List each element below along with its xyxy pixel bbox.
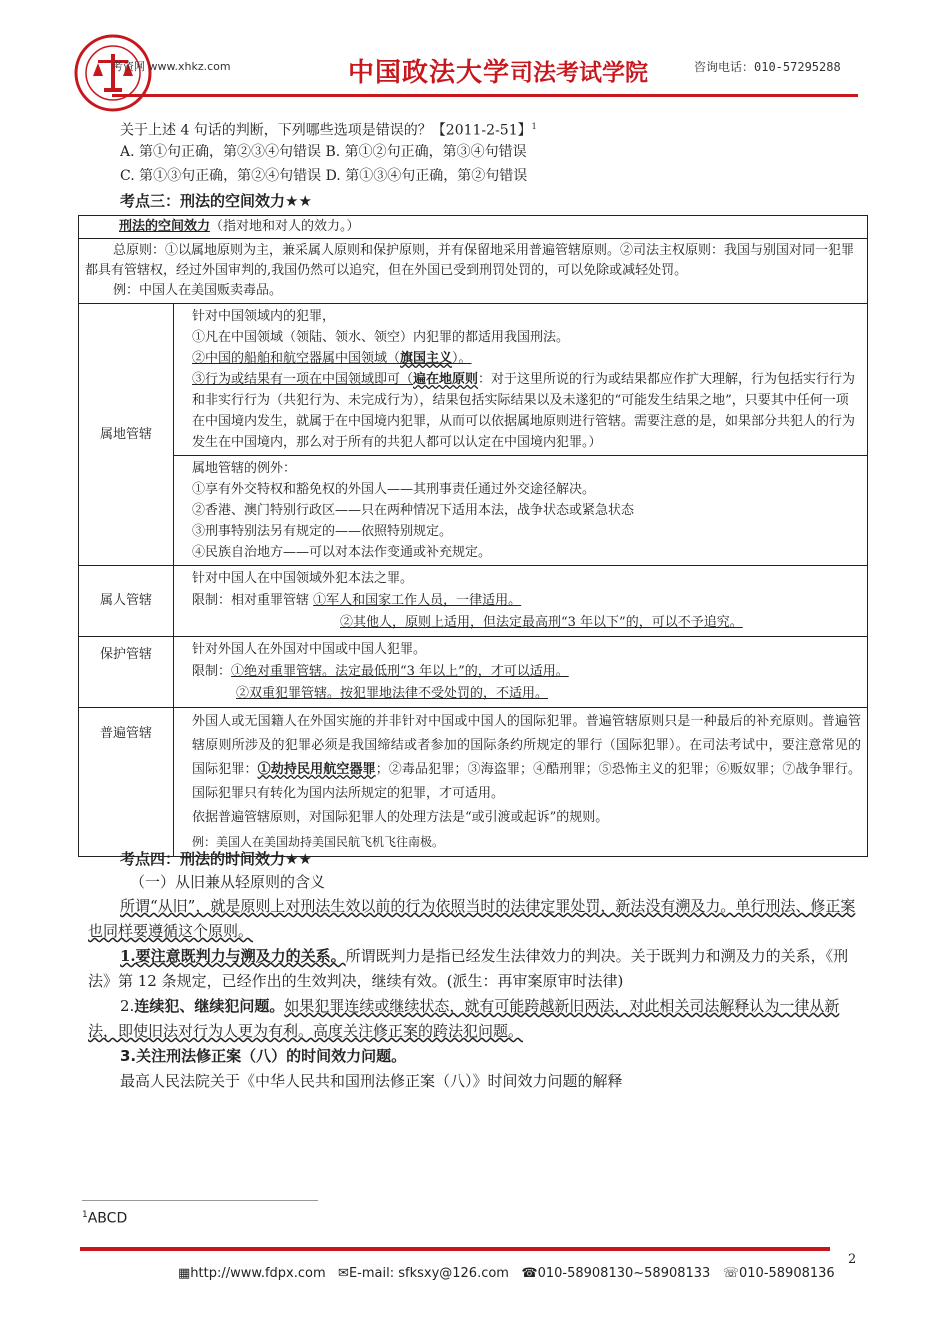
section4-para-3-num: 2. bbox=[120, 997, 135, 1015]
footer-email[interactable]: E-mail: sfksxy@126.com bbox=[348, 1266, 509, 1281]
header-university-title: 中国政法大学 bbox=[348, 58, 511, 88]
general-principle-row bbox=[79, 239, 868, 304]
protective-line-2 bbox=[192, 661, 861, 683]
section4-para-3-text: 如果犯罪连续或继续状态，就有可能跨越新旧两法，对此相关司法解释认为一律从新法，即使旧法对行为人更为有利。高度关注修正案的跨法犯问题。 bbox=[88, 997, 840, 1040]
flag-state-principle: 旗国主义 bbox=[400, 351, 453, 366]
phone-icon: ☎ bbox=[521, 1266, 538, 1281]
footnote bbox=[82, 1210, 127, 1227]
table-title-bold: 刑法的空间效力 bbox=[119, 219, 211, 234]
footer-fax: 010-58908136 bbox=[739, 1266, 835, 1281]
exception-3: ③刑事特别法另有规定的——依照特别规定。 bbox=[192, 524, 453, 539]
territorial-exception-cell bbox=[174, 456, 868, 566]
protective-line-2b: ①绝对重罪管辖。法定最低刑“3 年以上”的，才可以适用。 bbox=[231, 664, 569, 679]
territorial-line-4a: ③行为或结果有一项在中国领域即可（ bbox=[192, 372, 414, 387]
personal-line-2 bbox=[192, 590, 861, 612]
section4-para-5: 最高人民法院关于《中华人民共和国刑法修正案（八）》时间效力问题的解释 bbox=[120, 1072, 623, 1090]
aircraft-hijacking-crime: ①劫持民用航空器罪 bbox=[257, 762, 376, 777]
exception-1: ①享有外交特权和豁免权的外国人——其刑事责任通过外交途径解决。 bbox=[192, 482, 596, 497]
universal-para-2: 依据普遍管辖原则，对国际犯罪人的处理方法是“或引渡或起诉”的规则。 bbox=[192, 810, 609, 825]
personal-cell bbox=[174, 566, 868, 637]
protective-line-1: 针对外国人在外国对中国或中国人犯罪。 bbox=[192, 642, 427, 657]
header-phone: 咨询电话：010-57295288 bbox=[694, 60, 841, 74]
section3-heading: 考点三：刑法的空间效力★★ bbox=[120, 192, 312, 210]
protective-line-3-text: ②双重犯罪管辖。按犯罪地法律不受处罚的，不适用。 bbox=[236, 686, 549, 701]
personal-row bbox=[79, 566, 868, 637]
section4-para-3 bbox=[88, 994, 868, 1044]
ubiquity-principle: 遍在地原则 bbox=[413, 372, 479, 387]
continuous-crime-heading: 连续犯、继续犯问题。 bbox=[134, 997, 285, 1015]
footnote-divider bbox=[82, 1200, 318, 1201]
territorial-line-3c: ）。 bbox=[452, 351, 472, 366]
table-title-rest: （指对地和对人的效力。） bbox=[210, 219, 360, 234]
protective-line-2a: 限制： bbox=[192, 664, 232, 679]
section4-para-1 bbox=[88, 894, 868, 944]
section4-subheading: （一）从旧兼从轻原则的含义 bbox=[130, 873, 326, 891]
footnote-mark: 1 bbox=[82, 1210, 88, 1220]
personal-line-1: 针对中国人在中国领域外犯本法之罪。 bbox=[192, 571, 414, 586]
territorial-line-4c: ：对于这里所说的行为或结果都应作扩大理解，行为包括实行行为和非实行行为（共犯行为、未完成行为），结果包括实际结果以及未遂犯的“可能发生结果之地”，只要其中任何一项在中国境内发生，就属于在中国境内犯罪，从而可以依据属地原则进行管辖。需要注意的是，如果部分共犯人的行为发生在中国境内，那么对于所有的共犯人都可以认定在中国境内犯罪。） bbox=[192, 372, 856, 450]
general-principle-text: 总原则：①以属地原则为主，兼采属人原则和保护原则，并有保留地采用普遍管辖原则。②司法主权原则：我国与别国对同一犯罪都具有管辖权，经过外国审判的,我国仍然可以追究，但在外国已受到刑罚处罚的，可以免除或减轻处罚。 bbox=[85, 243, 855, 278]
universal-row bbox=[79, 708, 868, 857]
spatial-effect-table bbox=[78, 215, 868, 857]
section4-para-4: 3.关注刑法修正案（八）的时间效力问题。 bbox=[120, 1047, 407, 1065]
personal-label: 属人管辖 bbox=[79, 566, 174, 637]
table-title-cell bbox=[79, 216, 868, 239]
universal-cell bbox=[174, 708, 868, 857]
section4-para-1-text: 所谓“从旧”，就是原则上对刑法生效以前的行为依照当时的法律定罪处罚，新法没有溯及力。单行刑法、修正案也同样要遵循这个原则。 bbox=[88, 897, 856, 940]
question-option-cd: C. 第①③句正确，第②④句错误 D. 第①③④句正确，第②句错误 bbox=[120, 168, 528, 184]
question-stem-text: 关于上述 4 句话的判断，下列哪些选项是错误的？【2011-2-51】 bbox=[120, 122, 532, 139]
personal-line-2b: ①军人和国家工作人员，一律适用。 bbox=[313, 593, 522, 608]
personal-line-2a: 限制：相对重罪管辖 bbox=[192, 593, 314, 608]
territorial-row bbox=[79, 304, 868, 456]
res-judicata-heading: 1.要注意既判力与溯及力的关系。 bbox=[120, 947, 346, 965]
exception-2: ②香港、澳门特别行政区——只在两种情况下适用本法，战争状态或紧急状态 bbox=[192, 503, 635, 518]
territorial-cell bbox=[174, 304, 868, 456]
territorial-label: 属地管辖 bbox=[79, 304, 174, 566]
territorial-line-1: 针对中国领域内的犯罪， bbox=[192, 309, 336, 324]
universal-example: 例：美国人在美国劫持美国民航飞机飞往南极。 bbox=[192, 835, 445, 849]
header-divider bbox=[112, 94, 858, 97]
header-site: 考资网 www.xhkz.com bbox=[112, 60, 231, 73]
territorial-exception-row bbox=[79, 456, 868, 566]
table-title-row bbox=[79, 216, 868, 239]
territorial-line-4 bbox=[192, 369, 861, 453]
section4-para-2-text: 所谓既判力是指已经发生法律效力的判决。关于既判力和溯及力的关系，《刑法》第 12 条规定，已经作出的生效判决，继续有效。(派生：再审案原审时法律) bbox=[88, 947, 849, 990]
exception-4: ④民族自治地方——可以对本法作变通或补充规定。 bbox=[192, 545, 492, 560]
page-number: 2 bbox=[848, 1252, 857, 1267]
protective-cell bbox=[174, 637, 868, 708]
section4-heading: 考点四：刑法的时间效力★★ bbox=[120, 850, 312, 868]
footer-site-link[interactable]: http://www.fdpx.com bbox=[190, 1266, 326, 1281]
footer-divider bbox=[80, 1247, 830, 1251]
universal-para-1c: ；②毒品犯罪；③海盗罪；④酷刑罪；⑤恐怖主义的犯罪；⑥贩奴罪；⑦战争罪行。国际犯罪只有转化为国内法所规定的犯罪，才可适用。 bbox=[192, 762, 861, 801]
footnote-text: ABCD bbox=[87, 1210, 128, 1227]
envelope-icon: ✉ bbox=[338, 1266, 349, 1281]
protective-label: 保护管辖 bbox=[79, 637, 174, 708]
protective-line-3 bbox=[192, 683, 861, 705]
territorial-line-3 bbox=[192, 348, 861, 369]
footer-contact bbox=[178, 1266, 835, 1281]
territorial-line-2: ①凡在中国领域（领陆、领水、领空）内犯罪的都适用我国刑法。 bbox=[192, 330, 570, 345]
protective-row bbox=[79, 637, 868, 708]
footnote-ref: 1 bbox=[531, 122, 537, 131]
universal-para-1 bbox=[192, 710, 861, 806]
universal-para-1a: 外国人或无国籍人在外国实施的并非针对中国或中国人的国际犯罪。普遍管辖原则只是一种最后的补充原则。普遍管辖原则所涉及的犯罪必须是我国缔结或者参加的国际条约所规定的罪行（国际犯罪）。在司法考试中，要注意常见的国际犯罪： bbox=[192, 714, 861, 777]
question-option-ab: A. 第①句正确，第②③④句错误 B. 第①②句正确，第③④句错误 bbox=[120, 144, 527, 160]
fax-icon: ☏ bbox=[722, 1266, 739, 1281]
personal-line-3 bbox=[192, 612, 861, 634]
general-principle-example: 例：中国人在美国贩卖毒品。 bbox=[113, 283, 283, 298]
section4-para-2 bbox=[88, 944, 868, 994]
footer-tel: 010-58908130~58908133 bbox=[537, 1266, 711, 1281]
question-stem bbox=[120, 118, 537, 140]
personal-line-3-text: ②其他人，原则上适用，但法定最高刑“3 年以下”的，可以不予追究。 bbox=[340, 615, 743, 630]
territorial-line-3a: ②中国的船舶和航空器属中国领域（ bbox=[192, 351, 401, 366]
general-principle-cell bbox=[79, 239, 868, 304]
header-college-title: 司法考试学院 bbox=[510, 60, 648, 86]
exception-heading: 属地管辖的例外： bbox=[192, 461, 297, 476]
computer-icon: ▦ bbox=[178, 1266, 191, 1281]
universal-label: 普遍管辖 bbox=[79, 708, 174, 857]
